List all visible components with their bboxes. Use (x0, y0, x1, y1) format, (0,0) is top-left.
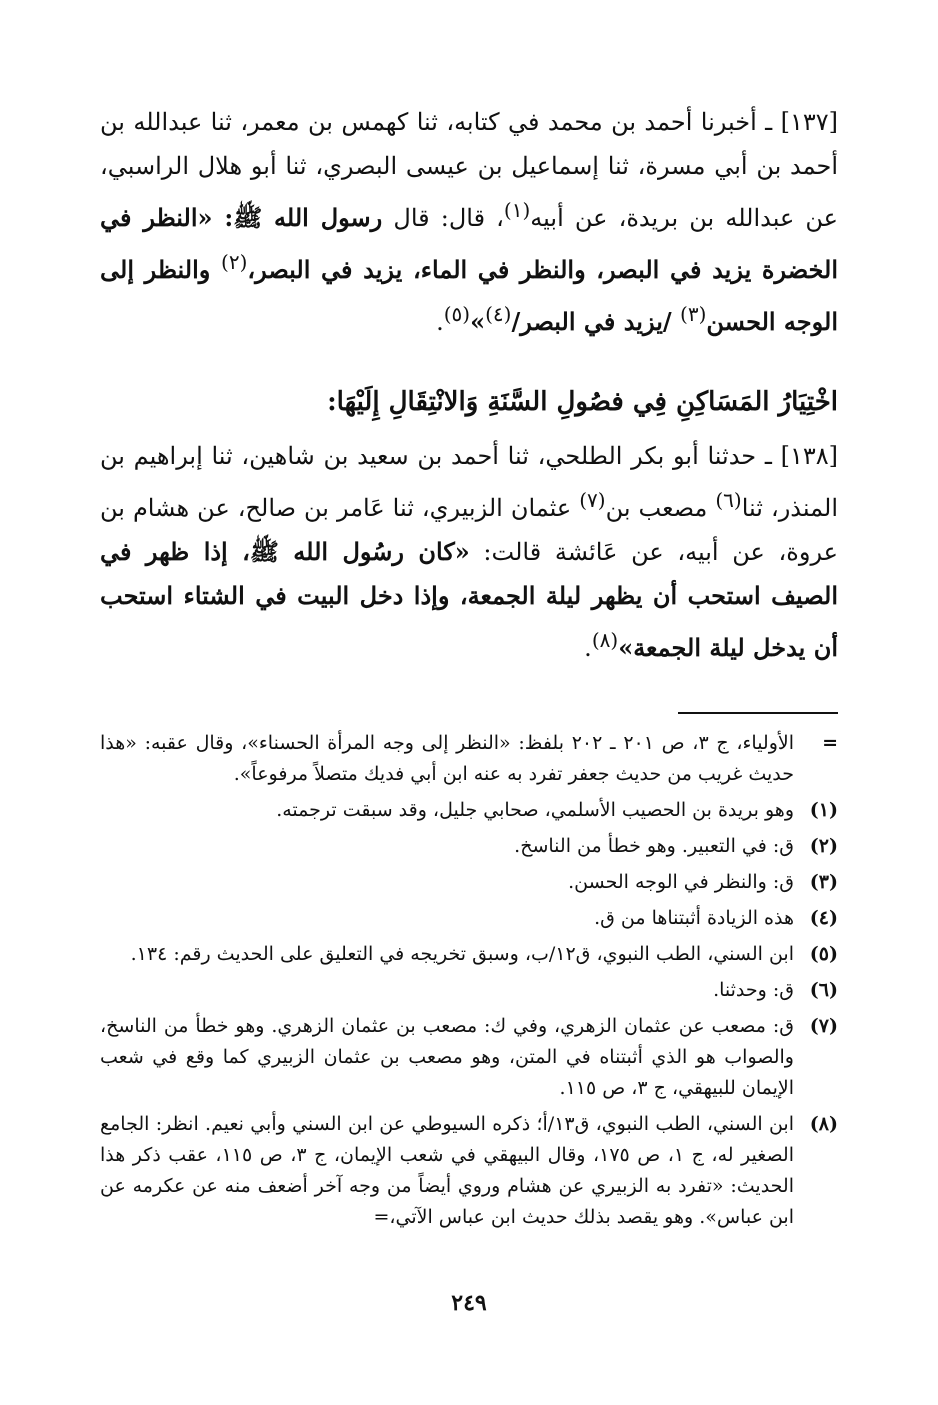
hadith-138-quote: «كان رسُول الله ﷺ، إذا ظهر في الصيف استحب أن يظهر ليلة الجمعة، وإذا دخل البيت في الشتاء استحب أن يدخل ليلة الجمعة» (100, 537, 838, 662)
footnote-marker: (٣) (680, 302, 707, 326)
hadith-137-quote: والنظر إلى الوجه الحسن (100, 255, 838, 336)
hadith-137-text: ، قال: قال (393, 204, 504, 232)
footnote-text: ق: والنظر في الوجه الحسن. (568, 871, 794, 893)
hadith-137-quote: رسول الله ﷺ: «النظر في الخضرة يزيد في البصر، والنظر في الماء، يزيد في البصر، (100, 203, 838, 284)
footnote-item (100, 867, 838, 898)
footnotes (100, 728, 838, 1233)
hadith-137-quote: » (470, 307, 486, 336)
page-number: ٢٤٩ (451, 1290, 487, 1316)
footnote-number: (٢) (809, 835, 838, 857)
footnote-divider (678, 712, 838, 714)
footnote-item (100, 1109, 838, 1233)
footnote-item (100, 1011, 838, 1104)
hadith-138-text: [١٣٨] ـ حدثنا أبو بكر الطلحي، ثنا أحمد بن سعيد بن شاهين، ثنا إبراهيم بن المنذر، ثنا (100, 442, 838, 522)
footnote-item (100, 903, 838, 934)
footnote-item (100, 795, 838, 826)
footnote-item (100, 728, 838, 790)
footnote-text: وهو بريدة بن الحصيب الأسلمي، صحابي جليل، وقد سبقت ترجمته. (276, 799, 794, 821)
hadith-137-quote: /يزيد في البصر/ (511, 307, 681, 336)
footnote-item (100, 831, 838, 862)
footnote-marker: (٦) (715, 488, 742, 512)
footnote-item (100, 939, 838, 970)
hadith-138-text: مصعب بن (605, 494, 716, 522)
footnote-marker: (٥) (443, 302, 471, 326)
footnote-number: (٨) (809, 1113, 838, 1135)
section-heading: اخْتِيَارُ المَسَاكِنِ فِي فصُولِ السَّنَةِ وَالانْتِقَالِ إِلَيْهَا: (327, 387, 838, 417)
footnote-marker: (٤) (485, 302, 512, 326)
hadith-138-end: . (584, 634, 592, 662)
footnote-marker: (٨) (591, 628, 619, 652)
footnote-text: ق: وحدثنا. (713, 979, 794, 1001)
footnote-number: (٤) (809, 907, 838, 929)
footnote-number: (٣) (809, 871, 838, 893)
footnote-number: (٦) (809, 979, 838, 1001)
footnote-marker: (٧) (579, 488, 606, 512)
footnote-number: (٧) (809, 1015, 838, 1037)
hadith-137-text: [١٣٧] ـ أخبرنا أحمد بن محمد في كتابه، ثنا كهمس بن معمر، ثنا عبدالله بن أحمد بن أبي مسرة، ثنا إسماعيل بن عيسى البصري، ثنا أبو هلال الراسبي، عن عبدالله بن بريدة، عن أبيه (100, 108, 838, 232)
footnote-number: (٥) (809, 943, 838, 965)
footnote-text: هذه الزيادة أثبتناها من ق. (594, 907, 794, 929)
footnote-marker: (١) (503, 198, 531, 222)
footnote-item (100, 975, 838, 1006)
page-body (100, 100, 838, 1238)
footnote-text: ق: في التعبير. وهو خطأ من الناسخ. (514, 835, 794, 857)
footnote-text: الأولياء، ج ٣، ص ٢٠١ ـ ٢٠٢ بلفظ: «النظر إلى وجه المرأة الحسناء»، وقال عقبه: «هذا حديث غريب من حديث جعفر تفرد به عنه ابن أبي فديك متصلاً مرفوعاً». (100, 732, 795, 785)
footnote-number: = (822, 732, 838, 754)
footnote-text: ابن السني، الطب النبوي، ق١٢/ب، وسبق تخريجه في التعليق على الحديث رقم: ١٣٤. (130, 943, 794, 965)
footnote-number: (١) (809, 799, 838, 821)
hadith-138-text: عثمان الزبيري، ثنا عَامر بن صالح، عن هشام بن عروة، عن أبيه، عن عَائشة قالت: (100, 494, 838, 566)
footnote-text: ابن السني، الطب النبوي، ق١٣/أ؛ ذكره السيوطي عن ابن السني وأبي نعيم. انظر: الجامع الصغير له، ج ١، ص ١٧٥، وقال البيهقي في شعب الإيمان، ج ٣، ص ١١٥، عقب ذكر هذا الحديث: «تفرد به الزبيري عن هشام وروي أيضاً من وجه آخر أضعف منه عن عكرمه عن ابن عباس». وهو يقصد بذلك حديث ابن عباس الآتي،= (100, 1113, 794, 1228)
hadith-137 (100, 100, 838, 344)
hadith-138 (100, 434, 838, 670)
hadith-137-end: . (436, 308, 444, 336)
footnote-marker: (٢) (221, 250, 248, 274)
footnote-text: ق: مصعب عن عثمان الزهري، وفي ك: مصعب بن عثمان الزهري. وهو خطأ من الناسخ، والصواب هو الذي أثبتناه في المتن، وهو مصعب بن عثمان الزبيري كما وقع في شعب الإيمان للبيهقي، ج ٣، ص ١١٥. (100, 1015, 794, 1099)
